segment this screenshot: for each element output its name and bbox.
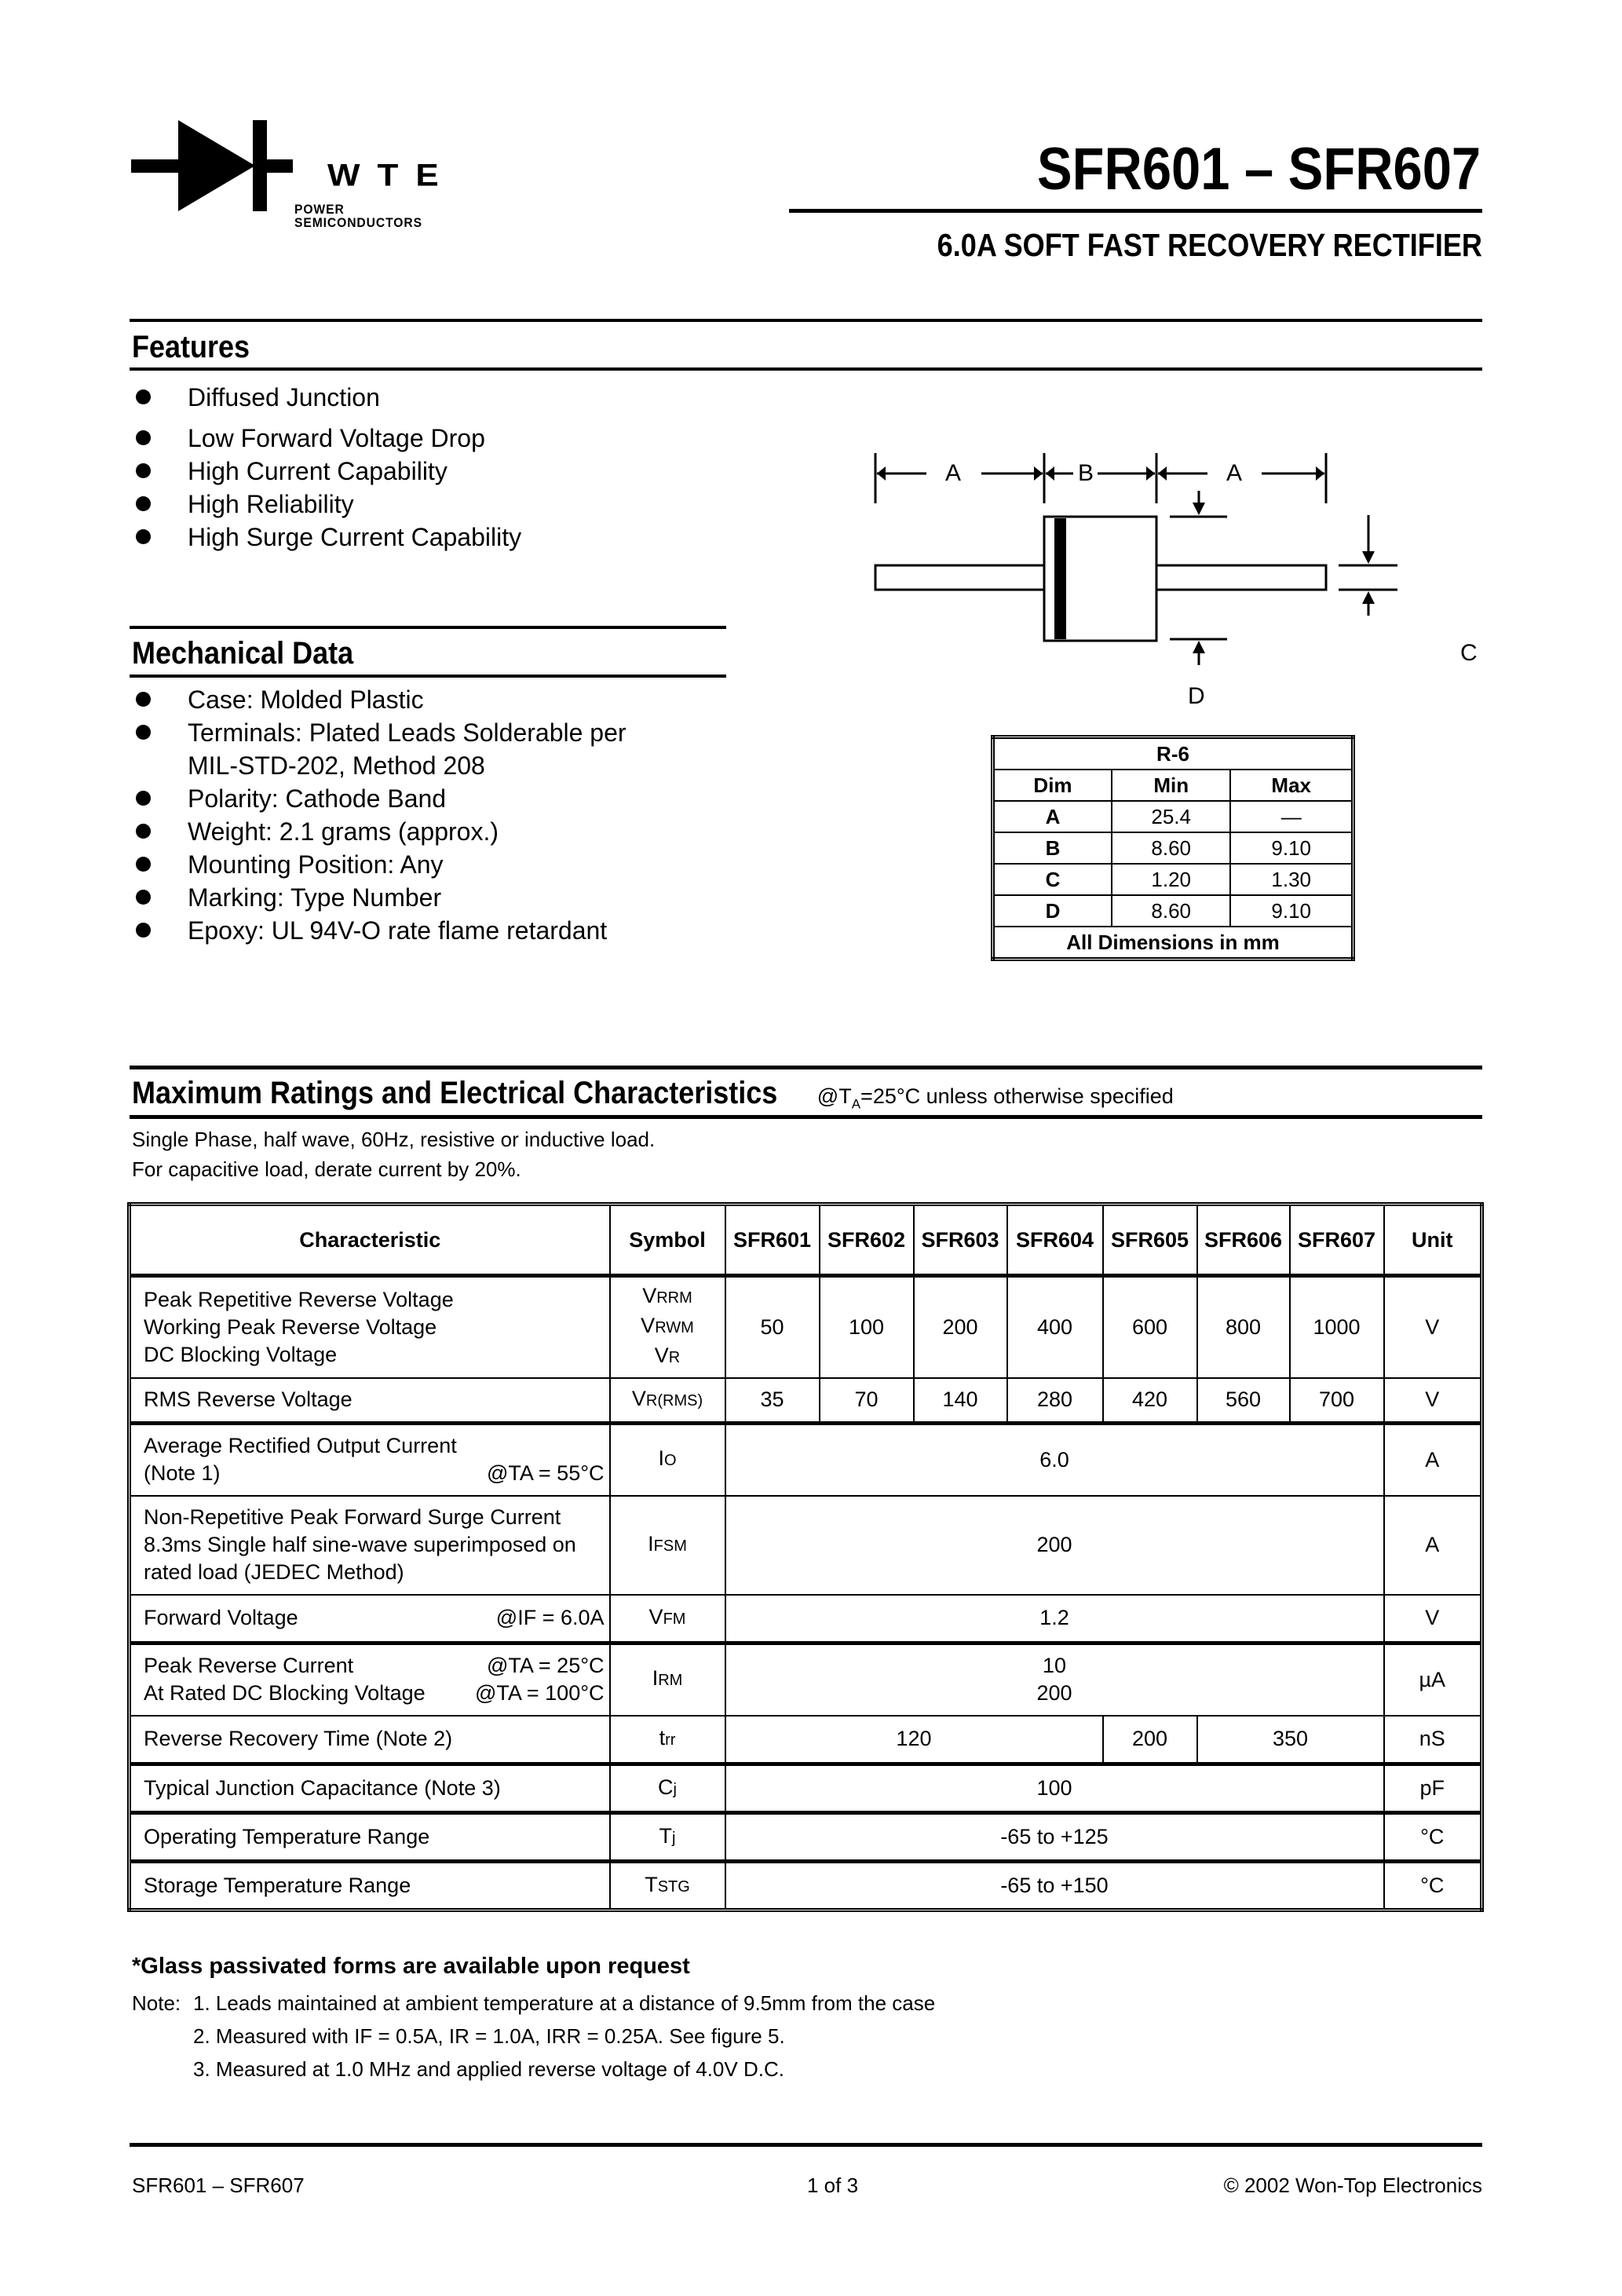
- col-symbol: Symbol: [610, 1205, 725, 1276]
- table-header-row: [130, 1205, 1482, 1276]
- dim-label-a-right: A: [1226, 460, 1243, 486]
- characteristics-table: [127, 1202, 1484, 1912]
- diode-symbol-icon: [130, 118, 294, 224]
- ratings-top-rule: [130, 1066, 1482, 1069]
- table-row-trr: Reverse Recovery Time (Note 2) trr 120 200 350 nS: [130, 1716, 1482, 1764]
- dim-header: Dim: [993, 770, 1112, 801]
- col-sfr606: SFR606: [1197, 1205, 1290, 1276]
- table-row-io: Average Rectified Output Current (Note 1) @TA = 55°C IO 6.0 A: [130, 1424, 1482, 1496]
- table-row-irm: Peak Reverse Current @TA = 25°C At Rated DC Blocking Voltage @TA = 100°C IRM 10 200 µA: [130, 1643, 1482, 1716]
- ratings-bottom-rule: [130, 1115, 1482, 1119]
- col-sfr603: SFR603: [914, 1205, 1007, 1276]
- features-list: [130, 381, 521, 554]
- brand-name: WTE: [327, 158, 456, 193]
- page-subtitle: 6.0A SOFT FAST RECOVERY RECTIFIER: [937, 227, 1482, 263]
- note-item: 2. Measured with IF = 0.5A, IR = 1.0A, IRR = 0.25A. See figure 5.: [193, 2024, 785, 2048]
- dim-row: C 1.20 1.30: [993, 864, 1353, 895]
- table-row-voltage: Peak Repetitive Reverse Voltage Working Peak Reverse Voltage DC Blocking Voltage VRRM VRWM VR 50 100 200 400 600 800 1000 V: [130, 1276, 1482, 1378]
- dim-label-a-left: A: [945, 460, 962, 486]
- footer-part-range: SFR601 – SFR607: [132, 2174, 305, 2197]
- symbol-cj: Cj: [610, 1764, 725, 1813]
- package-name: R-6: [993, 737, 1353, 770]
- glass-passivated-note: *Glass passivated forms are available upon request: [132, 1954, 690, 1979]
- col-unit: Unit: [1384, 1205, 1482, 1276]
- col-characteristic: Characteristic: [130, 1205, 610, 1276]
- mechanical-list: [130, 683, 627, 947]
- dim-label-d: D: [1188, 683, 1205, 709]
- table-row-tj: Operating Temperature Range Tj -65 to +125 °C: [130, 1813, 1482, 1862]
- dim-row: B 8.60 9.10: [993, 832, 1353, 864]
- features-top-rule: [130, 319, 1482, 322]
- mechanical-bottom-rule: [130, 675, 726, 678]
- feature-item: High Surge Current Capability: [130, 521, 521, 554]
- wte-logo: [130, 118, 475, 230]
- symbol-vrrm: VRRM VRWM VR: [610, 1276, 725, 1378]
- features-heading: Features: [132, 330, 250, 364]
- mechanical-item: Epoxy: UL 94V-O rate flame retardant: [130, 914, 627, 947]
- footer-page-number: 1 of 3: [807, 2174, 859, 2197]
- dimensions-table: [991, 735, 1355, 961]
- col-sfr602: SFR602: [820, 1205, 914, 1276]
- mechanical-top-rule: [130, 626, 726, 629]
- table-row-ifsm: Non-Repetitive Peak Forward Surge Current 8.3ms Single half sine-wave superimposed on rated load (JEDEC Method) IFSM 200 A: [130, 1496, 1482, 1595]
- note-item: 3. Measured at 1.0 MHz and applied reverse voltage of 4.0V D.C.: [193, 2057, 784, 2081]
- package-outline-diagram: [848, 432, 1507, 730]
- mechanical-item: Terminals: Plated Leads Solderable per MIL-STD-202, Method 208: [130, 716, 627, 782]
- ratings-heading: Maximum Ratings and Electrical Characteristics $@T_A=25^\circ C$ unless otherwise specified: [132, 1076, 1174, 1112]
- mechanical-item: Case: Molded Plastic: [130, 683, 627, 716]
- page-title: SFR601 – SFR607: [1036, 136, 1481, 203]
- symbol-vfm: VFM: [610, 1595, 725, 1643]
- mechanical-item: Weight: 2.1 grams (approx.): [130, 815, 627, 848]
- dim-label-c: C: [1460, 640, 1478, 666]
- table-row-rms: RMS Reverse Voltage VR(RMS) 35 70 140 280 420 560 700 V: [130, 1378, 1482, 1424]
- feature-item: Diffused Junction: [130, 381, 521, 414]
- mechanical-item: Marking: Type Number: [130, 881, 627, 914]
- symbol-irm: IRM: [610, 1643, 725, 1716]
- col-sfr601: SFR601: [725, 1205, 820, 1276]
- notes-label: Note:: [132, 1991, 181, 2015]
- footer-copyright: © 2002 Won-Top Electronics: [1223, 2174, 1482, 2197]
- symbol-tstg: TSTG: [610, 1862, 725, 1910]
- symbol-tj: Tj: [610, 1813, 725, 1862]
- mechanical-heading: Mechanical Data: [132, 636, 354, 671]
- col-sfr607: SFR607: [1290, 1205, 1384, 1276]
- brand-tagline: POWER SEMICONDUCTORS: [294, 202, 422, 230]
- load-conditions: Single Phase, half wave, 60Hz, resistive or inductive load. For capacitive load, derate current by 20%.: [132, 1128, 656, 1181]
- dim-header: Min: [1112, 770, 1230, 801]
- feature-item: High Reliability: [130, 488, 521, 521]
- symbol-ifsm: IFSM: [610, 1496, 725, 1595]
- dimensions-footer: All Dimensions in mm: [993, 927, 1353, 960]
- table-row-tstg: Storage Temperature Range TSTG -65 to +150 °C: [130, 1862, 1482, 1910]
- col-sfr605: SFR605: [1103, 1205, 1197, 1276]
- title-divider: [789, 209, 1482, 213]
- mechanical-item: Polarity: Cathode Band: [130, 782, 627, 815]
- feature-item: Low Forward Voltage Drop: [130, 422, 521, 455]
- ratings-condition: $@T_A=25^\circ C$ unless otherwise specified: [816, 1084, 1174, 1112]
- notes-block: [132, 1987, 935, 2086]
- symbol-io: IO: [610, 1424, 725, 1496]
- dim-label-b: B: [1078, 460, 1094, 486]
- table-row-cj: Typical Junction Capacitance (Note 3) Cj 100 pF: [130, 1764, 1482, 1813]
- note-item: 1. Leads maintained at ambient temperature at a distance of 9.5mm from the case: [193, 1991, 936, 2015]
- dim-row: D 8.60 9.10: [993, 895, 1353, 927]
- symbol-trr: trr: [610, 1716, 725, 1764]
- table-row-vfm: Forward Voltage @IF = 6.0A VFM 1.2 V: [130, 1595, 1482, 1643]
- mechanical-item: Mounting Position: Any: [130, 848, 627, 881]
- col-sfr604: SFR604: [1007, 1205, 1103, 1276]
- features-bottom-rule: [130, 367, 1482, 371]
- footer-rule: [130, 2143, 1482, 2147]
- dim-row: A 25.4 —: [993, 801, 1353, 832]
- symbol-vrms: VR(RMS): [610, 1378, 725, 1424]
- dim-header: Max: [1230, 770, 1353, 801]
- feature-item: High Current Capability: [130, 455, 521, 488]
